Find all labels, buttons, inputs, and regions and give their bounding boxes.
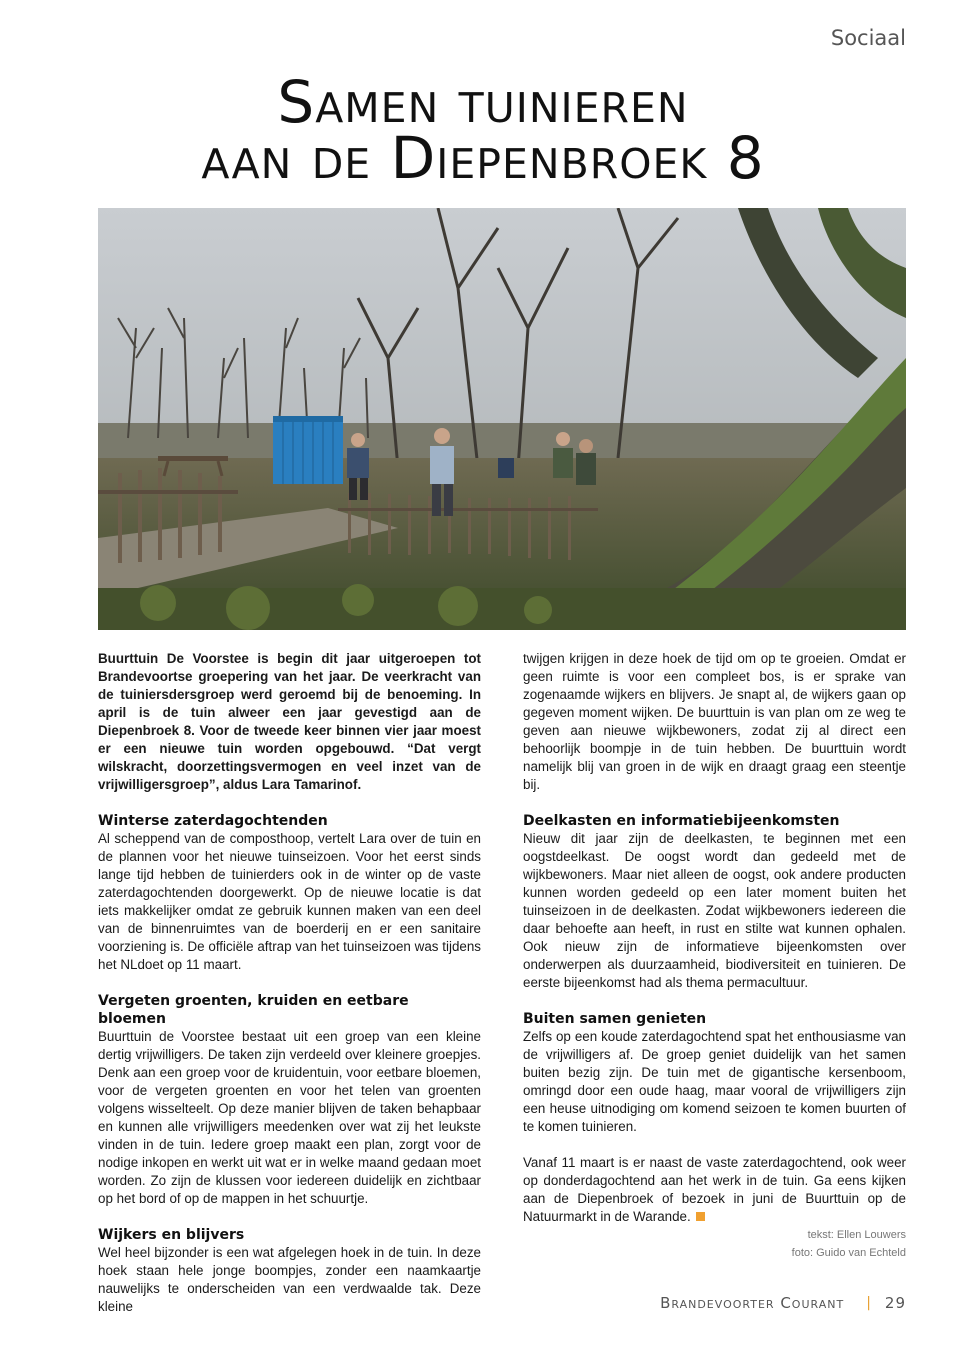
paragraph-buiten-2-text: Vanaf 11 maart is er naast de vaste zaterdagochtend, ook weer op donderdagochtend aan het werk in de tuin. Ga eens kijken aan de Diepenbroek of bezoek in juni de Buurttuin op de Natuurmarkt in de Warande. (523, 1155, 906, 1224)
article-column-left (98, 650, 481, 1316)
publication-name: Brandevoorter Courant (660, 1294, 845, 1312)
section-label: Sociaal (830, 26, 906, 50)
credits (792, 1226, 906, 1262)
heading-vergeten-groenten: Vergeten groenten, kruiden en eetbare bloemen (98, 993, 409, 1027)
garden-photo (98, 208, 906, 630)
title-line-1: Samen tuinieren (277, 68, 689, 136)
article-column-right (523, 650, 906, 1226)
heading-deelkasten: Deelkasten en informatiebijeenkomsten (523, 813, 840, 829)
paragraph-vergeten: Buurttuin de Voorstee bestaat uit een groep van een kleine dertig vrijwilligers. De taken zijn verdeeld over kleinere groepjes. Denk aan een groep voor de kruidentuin, voor eetbare bloemen, voor de vergeten groenten en voor het telen van groenten volgens wisselteelt. Op deze manier blijven de taken behapbaar en kunnen alle vrijwilligers meedenken over wat zij het leukste vinden in de tuin. Iedere groep maakt een plan, zorgt voor de nodige inkopen en werkt uit wat er in welke maand gedaan moet worden. Zo zijn de klussen voor iedereen duidelijk en zichtbaar op het bord of op de mappen in het schuurtje. (98, 1029, 481, 1206)
article-title (0, 68, 966, 192)
end-square-icon (696, 1212, 705, 1221)
credit-photo: foto: Guido van Echteld (791, 1247, 906, 1259)
paragraph-buiten-1: Zelfs op een koude zaterdagochtend spat het enthousiasme van de vrijwilligers af. De groep geniet duidelijk van het samen buiten bezig zijn. De tuin met de gigantische kersenboom, omringd door een oude haag, maar vooral de vrijwilligers zijn een heuse uitnodiging om komend seizoen te komen buurten of te komen tuinieren. (523, 1029, 906, 1134)
page-footer (660, 1294, 906, 1312)
paragraph-winter: Al scheppend van de composthoop, vertelt Lara over de tuin en de plannen voor het nieuwe tuinseizoen. Voor het eerst sinds lange tijd hebben de tuinierders ook in de winter op de vaste zaterdagochtenden doorgewerkt. Op de nieuwe locatie is dat iets makkelijker omdat ze gebruik kunnen maken van een deel van de binnenruimtes van de boerderij en er een sanitaire voorziening is. De officiële aftrap van het tuinseizoen was tijdens het NLdoet op 11 maart. (98, 831, 481, 972)
footer-separator: | (866, 1295, 871, 1311)
paragraph-buiten-2 (523, 1154, 906, 1226)
heading-buiten-samen-genieten: Buiten samen genieten (523, 1011, 707, 1027)
heading-wijkers-en-blijvers: Wijkers en blijvers (98, 1227, 245, 1243)
paragraph-wijkers-right: twijgen krijgen in deze hoek de tijd om op te groeien. Omdat er geen ruimte is voor een compleet bos, is er sprake van zogenaamde wijkers en blijvers. Je snapt al, de wijkers gaan op gegeven moment wijken. De buurttuin is van plan om ze weg te geven aan nieuwe wijkbewoners, zodat zij al direct een behoorlijk boompje in de tuin hebben. De buurttuin wordt namelijk blij van groen in de wijk en draagt graag een steentje bij. (523, 651, 906, 792)
paragraph-deelkasten: Nieuw dit jaar zijn de deelkasten, te beginnen met een oogstdeelkast. De oogst wordt dan gedeeld met de wijkbewoners. Maar niet alleen de oogst, ook andere producten kunnen worden gedeeld op een later moment buiten het tuinseizoen in de deelkasten. Zodat wijkbewoners iedereen die daar behoefte aan heeft, in rust en stilte wat kunnen ophalen. Ook nieuw zijn de informatieve bijeenkomsten over onderwerpen als duurzaamheid, biodiversiteit en tuinieren. De eerste bijeenkomst had als thema permacultuur. (523, 831, 906, 990)
paragraph-wijkers-left: Wel heel bijzonder is een wat afgelegen hoek in de tuin. In deze hoek staan hele jonge boompjes, zonder een naamkaartje nauwelijks te onderscheiden van een verdwaalde tak. Deze kleine (98, 1245, 481, 1314)
page-number: 29 (884, 1294, 906, 1312)
heading-winterse-zaterdagochtenden: Winterse zaterdagochtenden (98, 813, 328, 829)
credit-text: tekst: Ellen Louwers (807, 1229, 906, 1241)
title-line-2: aan de Diepenbroek 8 (201, 124, 765, 192)
article-intro: Buurttuin De Voorstee is begin dit jaar uitgeroepen tot Brandevoortse groepering van het jaar. De veerkracht van de tuiniersdersgroep werd geroemd bij de benoeming. In april is de tuin alweer een jaar gevestigd aan de Diepenbroek 8. Voor de tweede keer binnen vier jaar moest er een nieuwe tuin worden opgebouwd. “Dat vergt wilskracht, doorzettingsvermogen en veel inzet van de vrijwilligersgroep”, aldus Lara Tamarinof. (98, 651, 481, 792)
